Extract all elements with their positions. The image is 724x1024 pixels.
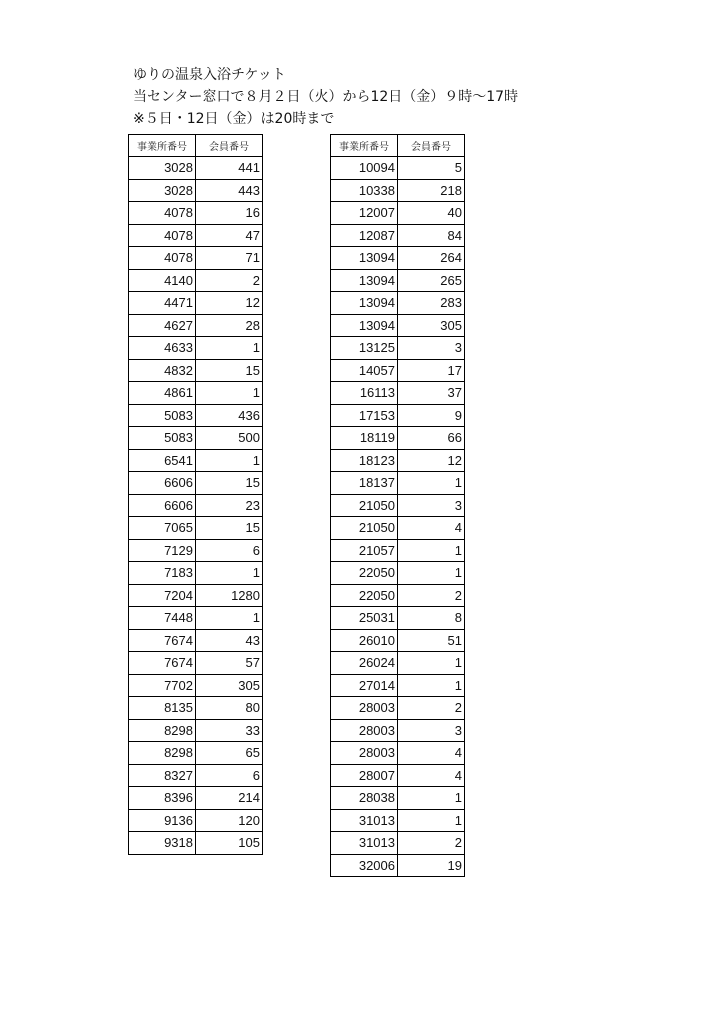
office-number-cell: 31013 xyxy=(331,832,398,855)
table-row xyxy=(129,584,263,607)
column-header-member-number: 会員番号 xyxy=(196,135,263,157)
office-number-cell: 4140 xyxy=(129,269,196,292)
table-row xyxy=(129,652,263,675)
member-number-cell: 105 xyxy=(196,832,263,855)
office-number-cell: 8396 xyxy=(129,787,196,810)
table-row xyxy=(331,179,465,202)
table-row xyxy=(331,719,465,742)
member-number-cell: 12 xyxy=(196,292,263,315)
table-row xyxy=(331,629,465,652)
table-row xyxy=(331,337,465,360)
office-number-cell: 17153 xyxy=(331,404,398,427)
member-number-cell: 305 xyxy=(398,314,465,337)
table-row xyxy=(331,697,465,720)
office-number-cell: 7448 xyxy=(129,607,196,630)
office-number-cell: 7674 xyxy=(129,652,196,675)
office-number-cell: 16113 xyxy=(331,382,398,405)
office-number-cell: 7204 xyxy=(129,584,196,607)
page-title: ゆりの温泉入浴チケット xyxy=(133,67,286,83)
member-number-cell: 65 xyxy=(196,742,263,765)
column-header-member-number: 会員番号 xyxy=(398,135,465,157)
member-number-cell: 3 xyxy=(398,719,465,742)
member-number-cell: 500 xyxy=(196,427,263,450)
office-number-cell: 18137 xyxy=(331,472,398,495)
table-row xyxy=(129,809,263,832)
table-row xyxy=(331,292,465,315)
member-number-cell: 1 xyxy=(398,674,465,697)
office-number-cell: 7183 xyxy=(129,562,196,585)
office-number-cell: 6606 xyxy=(129,472,196,495)
table-row xyxy=(331,472,465,495)
member-number-cell: 443 xyxy=(196,179,263,202)
ticket-table-left xyxy=(128,134,263,855)
member-number-cell: 80 xyxy=(196,697,263,720)
member-number-cell: 283 xyxy=(398,292,465,315)
office-number-cell: 3028 xyxy=(129,179,196,202)
office-number-cell: 18119 xyxy=(331,427,398,450)
member-number-cell: 218 xyxy=(398,179,465,202)
column-header-office-number: 事業所番号 xyxy=(129,135,196,157)
document-heading xyxy=(133,64,518,130)
table-row xyxy=(331,584,465,607)
office-number-cell: 7129 xyxy=(129,539,196,562)
table-row xyxy=(331,764,465,787)
table-row xyxy=(331,382,465,405)
member-number-cell: 6 xyxy=(196,764,263,787)
table-row xyxy=(129,539,263,562)
member-number-cell: 6 xyxy=(196,539,263,562)
table-row xyxy=(129,697,263,720)
office-number-cell: 32006 xyxy=(331,854,398,877)
table-row xyxy=(331,539,465,562)
member-number-cell: 1280 xyxy=(196,584,263,607)
member-number-cell: 3 xyxy=(398,494,465,517)
office-number-cell: 9136 xyxy=(129,809,196,832)
member-number-cell: 1 xyxy=(196,607,263,630)
office-number-cell: 9318 xyxy=(129,832,196,855)
office-number-cell: 22050 xyxy=(331,562,398,585)
table-row xyxy=(129,674,263,697)
table-body-left xyxy=(129,157,263,855)
table-row xyxy=(331,359,465,382)
office-number-cell: 8135 xyxy=(129,697,196,720)
office-number-cell: 28003 xyxy=(331,742,398,765)
member-number-cell: 57 xyxy=(196,652,263,675)
office-number-cell: 12007 xyxy=(331,202,398,225)
office-number-cell: 5083 xyxy=(129,427,196,450)
office-number-cell: 6606 xyxy=(129,494,196,517)
member-number-cell: 15 xyxy=(196,517,263,540)
table-row xyxy=(331,517,465,540)
table-row xyxy=(331,314,465,337)
column-header-office-number: 事業所番号 xyxy=(331,135,398,157)
member-number-cell: 1 xyxy=(398,787,465,810)
office-number-cell: 4633 xyxy=(129,337,196,360)
table-row xyxy=(331,562,465,585)
member-number-cell: 51 xyxy=(398,629,465,652)
table-row xyxy=(129,472,263,495)
office-number-cell: 8298 xyxy=(129,742,196,765)
table-row xyxy=(129,449,263,472)
office-number-cell: 7702 xyxy=(129,674,196,697)
member-number-cell: 2 xyxy=(398,584,465,607)
office-number-cell: 13094 xyxy=(331,269,398,292)
table-row xyxy=(331,494,465,517)
table-row xyxy=(331,674,465,697)
table-row xyxy=(129,314,263,337)
member-number-cell: 15 xyxy=(196,472,263,495)
table-row xyxy=(129,494,263,517)
member-number-cell: 3 xyxy=(398,337,465,360)
member-number-cell: 19 xyxy=(398,854,465,877)
member-number-cell: 1 xyxy=(398,562,465,585)
table-header-row xyxy=(331,135,465,157)
office-number-cell: 27014 xyxy=(331,674,398,697)
member-number-cell: 441 xyxy=(196,157,263,180)
member-number-cell: 40 xyxy=(398,202,465,225)
member-number-cell: 23 xyxy=(196,494,263,517)
member-number-cell: 1 xyxy=(398,472,465,495)
member-number-cell: 1 xyxy=(398,652,465,675)
office-number-cell: 4627 xyxy=(129,314,196,337)
table-row xyxy=(129,517,263,540)
member-number-cell: 2 xyxy=(196,269,263,292)
office-number-cell: 5083 xyxy=(129,404,196,427)
office-number-cell: 26024 xyxy=(331,652,398,675)
table-row xyxy=(129,607,263,630)
table-row xyxy=(129,832,263,855)
office-number-cell: 8327 xyxy=(129,764,196,787)
table-row xyxy=(331,742,465,765)
member-number-cell: 2 xyxy=(398,697,465,720)
office-number-cell: 28003 xyxy=(331,697,398,720)
table-row xyxy=(331,202,465,225)
member-number-cell: 47 xyxy=(196,224,263,247)
member-number-cell: 1 xyxy=(196,337,263,360)
table-header-row xyxy=(129,135,263,157)
office-number-cell: 6541 xyxy=(129,449,196,472)
table-row xyxy=(129,787,263,810)
member-number-cell: 4 xyxy=(398,764,465,787)
table-row xyxy=(331,269,465,292)
office-number-cell: 7674 xyxy=(129,629,196,652)
office-number-cell: 18123 xyxy=(331,449,398,472)
table-row xyxy=(331,157,465,180)
member-number-cell: 1 xyxy=(398,809,465,832)
office-number-cell: 13094 xyxy=(331,247,398,270)
office-number-cell: 14057 xyxy=(331,359,398,382)
table-row xyxy=(129,269,263,292)
member-number-cell: 1 xyxy=(196,449,263,472)
office-number-cell: 25031 xyxy=(331,607,398,630)
office-number-cell: 13094 xyxy=(331,292,398,315)
office-number-cell: 22050 xyxy=(331,584,398,607)
table-row xyxy=(129,359,263,382)
member-number-cell: 84 xyxy=(398,224,465,247)
office-number-cell: 21057 xyxy=(331,539,398,562)
table-row xyxy=(331,854,465,877)
table-body-right xyxy=(331,157,465,877)
member-number-cell: 1 xyxy=(398,539,465,562)
member-number-cell: 4 xyxy=(398,742,465,765)
office-number-cell: 10338 xyxy=(331,179,398,202)
table-row xyxy=(331,224,465,247)
member-number-cell: 66 xyxy=(398,427,465,450)
office-number-cell: 8298 xyxy=(129,719,196,742)
office-number-cell: 4078 xyxy=(129,202,196,225)
member-number-cell: 214 xyxy=(196,787,263,810)
table-row xyxy=(129,337,263,360)
member-number-cell: 28 xyxy=(196,314,263,337)
member-number-cell: 1 xyxy=(196,562,263,585)
office-number-cell: 4861 xyxy=(129,382,196,405)
member-number-cell: 37 xyxy=(398,382,465,405)
member-number-cell: 265 xyxy=(398,269,465,292)
table-row xyxy=(129,382,263,405)
table-row xyxy=(331,247,465,270)
member-number-cell: 71 xyxy=(196,247,263,270)
member-number-cell: 8 xyxy=(398,607,465,630)
member-number-cell: 120 xyxy=(196,809,263,832)
member-number-cell: 436 xyxy=(196,404,263,427)
table-row xyxy=(129,764,263,787)
table-row xyxy=(129,404,263,427)
table-row xyxy=(129,224,263,247)
member-number-cell: 17 xyxy=(398,359,465,382)
member-number-cell: 16 xyxy=(196,202,263,225)
table-row xyxy=(129,157,263,180)
table-row xyxy=(331,607,465,630)
member-number-cell: 15 xyxy=(196,359,263,382)
office-number-cell: 28003 xyxy=(331,719,398,742)
member-number-cell: 4 xyxy=(398,517,465,540)
table-row xyxy=(331,832,465,855)
table-row xyxy=(129,247,263,270)
table-row xyxy=(129,629,263,652)
office-number-cell: 4078 xyxy=(129,224,196,247)
member-number-cell: 2 xyxy=(398,832,465,855)
ticket-table-right xyxy=(330,134,465,877)
table-row xyxy=(331,404,465,427)
member-number-cell: 305 xyxy=(196,674,263,697)
table-row xyxy=(129,427,263,450)
table-row xyxy=(331,652,465,675)
schedule-line: 当センター窓口で８月２日（火）から12日（金）９時～17時 xyxy=(133,89,519,105)
table-row xyxy=(129,742,263,765)
member-number-cell: 5 xyxy=(398,157,465,180)
office-number-cell: 21050 xyxy=(331,517,398,540)
table-row xyxy=(331,427,465,450)
table-row xyxy=(129,179,263,202)
office-number-cell: 12087 xyxy=(331,224,398,247)
member-number-cell: 1 xyxy=(196,382,263,405)
table-row xyxy=(129,719,263,742)
office-number-cell: 26010 xyxy=(331,629,398,652)
member-number-cell: 43 xyxy=(196,629,263,652)
member-number-cell: 12 xyxy=(398,449,465,472)
table-row xyxy=(331,809,465,832)
table-row xyxy=(331,787,465,810)
office-number-cell: 28038 xyxy=(331,787,398,810)
office-number-cell: 28007 xyxy=(331,764,398,787)
office-number-cell: 10094 xyxy=(331,157,398,180)
member-number-cell: 264 xyxy=(398,247,465,270)
office-number-cell: 13125 xyxy=(331,337,398,360)
office-number-cell: 13094 xyxy=(331,314,398,337)
table-row xyxy=(129,202,263,225)
table-row xyxy=(129,562,263,585)
note-line: ※５日・12日（金）は20時まで xyxy=(133,111,335,127)
member-number-cell: 33 xyxy=(196,719,263,742)
office-number-cell: 7065 xyxy=(129,517,196,540)
office-number-cell: 3028 xyxy=(129,157,196,180)
table-row xyxy=(331,449,465,472)
office-number-cell: 4471 xyxy=(129,292,196,315)
member-number-cell: 9 xyxy=(398,404,465,427)
office-number-cell: 31013 xyxy=(331,809,398,832)
office-number-cell: 21050 xyxy=(331,494,398,517)
table-row xyxy=(129,292,263,315)
office-number-cell: 4078 xyxy=(129,247,196,270)
office-number-cell: 4832 xyxy=(129,359,196,382)
